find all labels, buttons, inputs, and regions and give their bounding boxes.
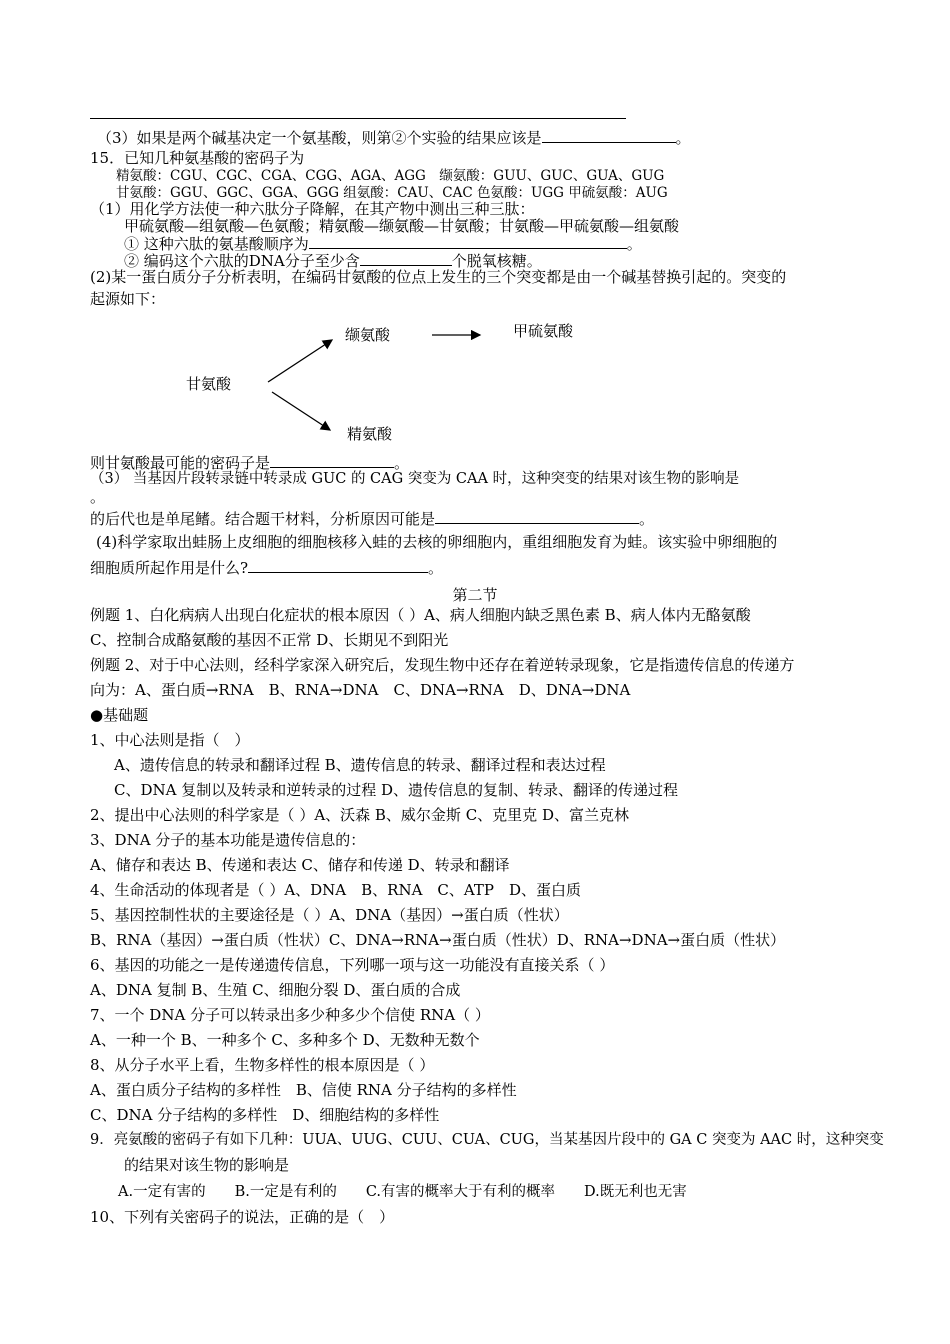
q15-part3-cont: 。 xyxy=(90,488,106,506)
answer-blank xyxy=(248,558,428,573)
mutation-diagram xyxy=(170,312,610,452)
q15-sub1: ① 这种六肽的氨基酸顺序为 。 xyxy=(124,235,642,253)
q15-part3: （3） 当基因片段转录链中转录成 GUC 的 CAG 突变为 CAA 时，这种突变的结果对该生物的影响是 xyxy=(90,471,740,487)
question-10: 10、下列有关密码子的说法，正确的是（ ） xyxy=(90,1208,395,1226)
q15-codon-answer: 则甘氨酸最可能的密码子是 。 xyxy=(90,454,410,472)
example-2-cont: 向为：A、蛋白质→RNA B、RNA→DNA C、DNA→RNA D、DNA→DNA xyxy=(90,681,631,699)
question-9: 9．亮氨酸的密码子有如下几种：UUA、UUG、CUU、CUA、CUG，当某基因片段中的 GA C 突变为 AAC 时，这种突变 xyxy=(90,1132,884,1148)
question-8-options-cd: C、DNA 分子结构的多样性 D、细胞结构的多样性 xyxy=(90,1106,440,1124)
example-1: 例题 1、白化病病人出现白化症状的根本原因（ ）A、病人细胞内缺乏黑色素 B、病人体内无酪氨酸 xyxy=(90,606,751,624)
answer-blank xyxy=(360,251,452,266)
question-1-options-cd: C、DNA 复制以及转录和逆转录的过程 D、遗传信息的复制、转录、翻译的传递过程 xyxy=(114,781,679,799)
section-title: 第二节 xyxy=(452,586,498,604)
question-4: 4、生命活动的体现者是（ ）A、DNA B、RNA C、ATP D、蛋白质 xyxy=(90,881,582,899)
arrow-to-upper xyxy=(268,340,332,382)
q15-part1: （1）用化学方法使一种六肽分子降解，在其产物中测出三种三肽： xyxy=(90,200,535,218)
answer-blank xyxy=(435,509,639,524)
arrow-to-lower xyxy=(272,392,330,430)
answer-blank xyxy=(542,128,676,143)
question-7: 7、一个 DNA 分子可以转录出多少种多少个信使 RNA（ ） xyxy=(90,1006,490,1024)
question-5: 5、基因控制性状的主要途径是（ ）A、DNA（基因）→蛋白质（性状） xyxy=(90,906,569,924)
upper-amino-acid: 缬氨酸 xyxy=(345,326,391,344)
question-5-options: B、RNA（基因）→蛋白质（性状）C、DNA→RNA→蛋白质（性状）D、RNA→DNA→蛋白质（性状） xyxy=(90,931,786,949)
tripeptide-list: 甲硫氨酸—组氨酸—色氨酸；精氨酸—缬氨酸—甘氨酸；甘氨酸—甲硫氨酸—组氨酸 xyxy=(124,217,680,235)
q15-part2-cont: 起源如下： xyxy=(90,290,166,308)
question-3: 3、DNA 分子的基本功能是遗传信息的： xyxy=(90,831,366,849)
question-3-options: A、储存和表达 B、传递和表达 C、储存和传递 D、转录和翻译 xyxy=(90,856,510,874)
q14-part3: （3）如果是两个碱基决定一个氨基酸，则第②个实验的结果应该是 。 xyxy=(97,129,691,147)
lower-amino-acid: 精氨酸 xyxy=(347,425,393,443)
codon-line-2: 甘氨酸：GGU、GGC、GGA、GGG 组氨酸：CAU、CAC 色氨酸：UGG 甲硫氨酸：AUG xyxy=(116,185,668,201)
upper-result-amino-acid: 甲硫氨酸 xyxy=(513,322,574,340)
nuclear-transfer-question: (4)科学家取出蛙肠上皮细胞的细胞核移入蛙的去核的卵细胞内，重组细胞发育为蛙。该实验中卵细胞的 xyxy=(96,533,778,551)
top-rule xyxy=(90,118,626,119)
question-8: 8、从分子水平上看，生物多样性的根本原因是（ ） xyxy=(90,1056,435,1074)
question-9-options: A.一定有害的 B.一定是有利的 C.有害的概率大于有利的概率 D.既无利也无害 xyxy=(118,1184,687,1200)
question-8-options-ab: A、蛋白质分子结构的多样性 B、信使 RNA 分子结构的多样性 xyxy=(90,1081,517,1099)
question-7-options: A、一种一个 B、一种多个 C、多种多个 D、无数种无数个 xyxy=(90,1031,480,1049)
question-2: 2、提出中心法则的科学家是（ ）A、沃森 B、威尔金斯 C、克里克 D、富兰克林 xyxy=(90,806,629,824)
q15-sub2: ② 编码这个六肽的DNA分子至少含 个脱氧核糖。 xyxy=(124,252,542,270)
nuclear-transfer-cont: 细胞质所起作用是什么? 。 xyxy=(90,559,444,577)
question-1-options-ab: A、遗传信息的转录和翻译过程 B、遗传信息的转录、翻译过程和表达过程 xyxy=(114,756,606,774)
example-1-cont: C、控制合成酪氨酸的基因不正常 D、长期见不到阳光 xyxy=(90,631,449,649)
codon-line-1: 精氨酸：CGU、CGC、CGA、CGG、AGA、AGG 缬氨酸：GUU、GUC、GUA、GUG xyxy=(116,168,665,184)
tail-fin-question: 的后代也是单尾鳍。结合题干材料，分析原因可能是 。 xyxy=(90,510,655,528)
q15-part2: (2)某一蛋白质分子分析表明，在编码甘氨酸的位点上发生的三个突变都是由一个碱基替换引起的。突变的 xyxy=(90,268,787,286)
question-9-cont: 的结果对该生物的影响是 xyxy=(124,1156,290,1174)
question-6-options: A、DNA 复制 B、生殖 C、细胞分裂 D、蛋白质的合成 xyxy=(90,981,461,999)
question-6: 6、基因的功能之一是传递遗传信息，下列哪一项与这一功能没有直接关系（ ） xyxy=(90,956,615,974)
answer-blank xyxy=(270,453,394,468)
example-2: 例题 2、对于中心法则，经科学家深入研究后，发现生物中还存在着逆转录现象，它是指遗传信息的传递方 xyxy=(90,656,795,674)
answer-blank xyxy=(309,234,627,249)
question-1: 1、中心法则是指（ ） xyxy=(90,731,250,749)
start-amino-acid: 甘氨酸 xyxy=(186,375,232,393)
basic-heading: ●基础题 xyxy=(90,706,149,724)
q15-stem: 15．已知几种氨基酸的密码子为 xyxy=(90,149,305,167)
